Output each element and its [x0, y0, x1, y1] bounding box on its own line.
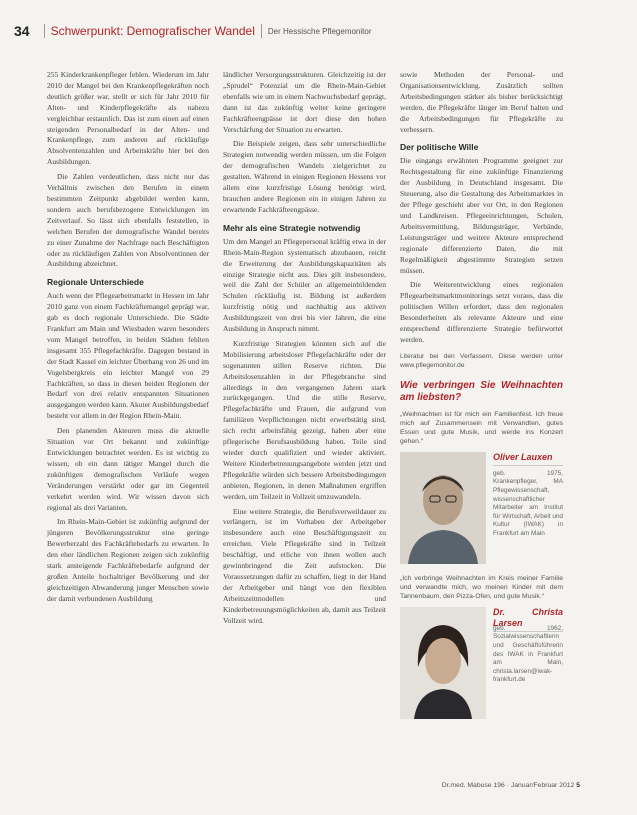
subheading-regional: Regionale Unterschiede — [47, 277, 144, 288]
footer-publication: Dr.med. Mabuse 196 · Januar/Februar 2012 — [441, 782, 575, 789]
page-footer — [400, 782, 580, 789]
paragraph: 255 Kinderkrankenpfleger fehlen. Wiederum im Jahr 2010 der Mangel bei den Krankenpflegekräften noch deutlich größer war, stellt er sich für Jahr 2010 für Alten- und Kinderpflegekräfte als nahezu vergleichbar erstaunlich. Das ist zum einen auf einen steigenden Personalbedarf in der Alten- und Krankenpflege, zum anderen auf rückläufige Absolventenzahlen und Arbeitskräfte hier bei den Ausbildungen. — [47, 70, 209, 167]
paragraph: sowie Methoden der Personal- und Organisationsentwicklung. Zusätzlich sollten Arbeitsbedingungen stärker als bisher berücksichtigt werden, die Pflegekräfte länger im Beruf halten und die Arbeitsbedingungen für Pflegekräfte zu verbessern. — [400, 70, 563, 134]
column-1 — [47, 70, 209, 609]
author-profile — [400, 452, 563, 570]
paragraph: Die eingangs erwähnten Programme geeignet zur Rechtsgestaltung für eine zukünftige Finanzierung der Ausbildung in Deutschland insgesamt. Die Steuerung, also die Gestaltung des Arbeitsmarktes in der Pflege geschieht aber vor Ort, in den Regionen und Landkreisen. Pflegeeinrichtungen, Schulen, Arbeitsvermittlung, Bildungsträger, Verbände, Leistungsträger und weitere Akteure entsprechend regionale differenzierte Daten, die mit Regelmäßigkeit abgestimmte Strategien setzen müssen. — [400, 156, 563, 275]
footer-number: 5 — [576, 782, 580, 789]
author-name: Oliver Lauxen — [493, 452, 563, 466]
publication-name: Der Hessische Pflegemonitor — [267, 26, 372, 36]
subheading-strategy: Mehr als eine Strategie notwendig — [223, 222, 361, 233]
author-bio: geb. 1962, Sozialwissenschaftlerin und Geschäftsführerin des IWAK in Frankfurt am Main, christa.larsen@iwak-frankfurt.de — [493, 624, 563, 684]
answer-quote: „Weihnachten ist für mich ein Familienfest. Ich freue mich auf Zusammensein mit Verwandten, gutes Essen und gute Musik, und werde ins Konzert gehen.“ — [400, 410, 563, 445]
author-profile — [400, 607, 563, 725]
answer-quote: „Ich verbringe Weihnachten im Kreis meiner Familie und verwandte mich, wo meinen Kinder mit dem Tannenbaum, den Pizza-Ofen, und gute Musik.“ — [400, 574, 563, 600]
author-photo — [400, 452, 486, 564]
header-separator-2 — [261, 24, 262, 38]
paragraph: Den planenden Akteuren muss die aktuelle Situation vor Ort bekannt und zukünftige Entwicklungen betrachtet werden. Es ist wichtig zu wissen, ob ein dann tätiger Mangel durch die zukünftigen demografischen Verläufe wegen Veränderungen verstärkt oder gar im Gegenteil verkehrt werden wird. Wir wissen davon sich regional als drei Varianten. — [47, 426, 209, 512]
column-2 — [223, 70, 386, 631]
page-number: 34 — [14, 23, 30, 39]
question-heading: Wie verbringen Sie Weihnachten am liebsten? — [400, 379, 563, 403]
paragraph: Die Weiterentwicklung eines regionalen Pflegearbeitsmarktmonitorings setzt voraus, dass die politischen Willen erfordert, dass den regionalen Besonderheiten als relevante Akteure und eine entsprechend differenzierte Strategie befürwortet werden. — [400, 280, 563, 344]
paragraph: Im Rhein-Main-Gebiet ist zukünftig aufgrund der jüngeren Bevölkerungsstruktur eine geringe Bewerberzahl des Fachkräftebedarfs zu erwarten. In den eher ländlichen Regionen zeigen sich zukünftig stark ansteigende Fachkräftebedarfe aufgrund der großen Anteile hochaltriger Bevölkerung und der gleichzeitigen Abwanderung junger Menschen sowie der damit verbundenen Ausbildung — [47, 517, 209, 603]
author-name: Dr. Christa Larsen — [493, 607, 563, 632]
paragraph: Auch wenn der Pflegearbeitsmarkt in Hessen im Jahr 2010 ganz von einem Fachkräftemangel geprägt war, gab es doch regionale Unterschiede. Die Städte Frankfurt am Main und Wiesbaden waren besonders vom Mangel betroffen, in beiden Städten fehlten insgesamt 355 Pflegefachkräfte. Dagegen bestand in der Stadt Kassel ein leichter Überhang von 26 und im Vogelsbergkreis ein leichter Mangel von 29 Fachkräften, so dass in diesen beiden Regionen der Bedarf von drei relativ entspannten Situationen ausgegangen werden kann. Akuter Ausbildungsbedarf besteht vor allem in der Region Rhein-Main. — [47, 291, 209, 421]
paragraph: Die Zahlen verdeutlichen, dass nicht nur das Verhältnis zwischen den Berufen in einem bestimmten Zeitpunkt abgebildet werden kann, sondern auch berufsbezogene Entwicklungen im Zeitverlauf. So lässt sich ebenfalls feststellen, in welchen Berufen der demografische Wandel bereits zu einer Zunahme der Nachfrage nach Beschäftigten oder zu rückläufigen Zahlen von Absolventinnen der Ausbildung abzeichnet. — [47, 172, 209, 269]
column-3 — [400, 70, 563, 729]
page-header — [14, 22, 623, 40]
header-separator — [44, 24, 45, 38]
author-bio: geb. 1975, Krankenpfleger, MA Pflegewissenschaft, wissenschaftlicher Mitarbeiter am Institut für Wirtschaft, Arbeit und Kultur (IWAK) in Frankfurt am Main — [493, 469, 563, 537]
paragraph: Um den Mangel an Pflegepersonal kräftig etwa in der Rhein-Main-Region systematisch abzubauen, reicht die Erweiterung der Ausbildungskapazitäten als einzige Strategie nicht aus. Dies gilt insbesondere, weil die Zahl der Schüler an allgemeinbildenden Schulen rückläufig ist. Bildung ist außerdem kurzfristig nötig und nachhaltig aus aktiven Ausbildungszeit von drei bis vier Jahren, die eine Ausbildung in Anspruch nimmt. — [223, 236, 386, 334]
paragraph: Eine weitere Strategie, die Berufsverweildauer zu verlängern, ist im Vorhaben der Arbeitgeber insbesondere auch eine Beschäftigungszeit zu erreichen. Viele Pflegekräfte sind in Teilzeit beschäftigt, und etliche von ihnen wollen auch gewinnbringend die Zeit aufstocken. Die Voraussetzungen dafür zu schaffen, liegt in der Hand der Arbeitgeber und hängt von den flexiblen Arbeitszeitmodellen und Kinderbetreuungsmöglichkeiten ab, damit aus Teilzeit Vollzeit wird. — [223, 506, 386, 625]
section-title: Schwerpunkt: Demografischer Wandel — [50, 24, 255, 38]
subheading-political-will: Der politische Wille — [400, 142, 479, 153]
literature-note: Literatur bei den Verfassern. Diese werden unter www.pflegemonitor.de — [400, 352, 563, 369]
paragraph: Kurzfristige Strategien könnten sich auf die Mobilisierung arbeitsloser Pflegefachkräfte oder der sogenannten stillen Reserve richten. Die Arbeitslosenzahlen in der Pflegebranche sind allerdings in den vergangenen Jahren stark zurückgegangen. Und die stille Reserve, Pflegefachkräfte und Frauen, die aufgrund von familiären Verpflichtungen nicht erwerbstätig sind, sich recht arbeitsfähig gezeigt, haben aber eine pflegerische Berufsausbildung haben. Teile sind wieder durch qualifiziert und wieder aktiviert. Weitere Kinderbetreuungsangebote werden jetzt und Pflegekräfte würden sich bessere Arbeitsbedingungen anbieten, Regionen, in denen Maßnahmen ergriffen werden, um Teilzeit in Vollzeit umzuwandeln. — [223, 338, 386, 501]
paragraph: ländlicher Versorgungsstrukturen. Gleichzeitig ist der „Sprudel“ Potenzial um die Rhein-Main-Gebiet ebenfalls wie um in einem Nachwuchsbedarf geprägt, dann ist das zukünftig weiter keine geringere Fachkräfteengpässe ist dort diese den hohen Verschärfung der Situation zu erwarten. — [223, 70, 386, 134]
paragraph: Die Beispiele zeigen, dass sehr unterschiedliche Strategien notwendig werden müssen, um die Folgen der demografischen Wandels zielgerichtet zu gestalten. Während in einigen Regionen Hessens vor allem eine kurzfristige Lösung benötigt wird, brauchen andere Regionen ein in einigen Jahren zu erwartende Fachkräfteengpässe. — [223, 139, 386, 214]
author-photo — [400, 607, 486, 719]
